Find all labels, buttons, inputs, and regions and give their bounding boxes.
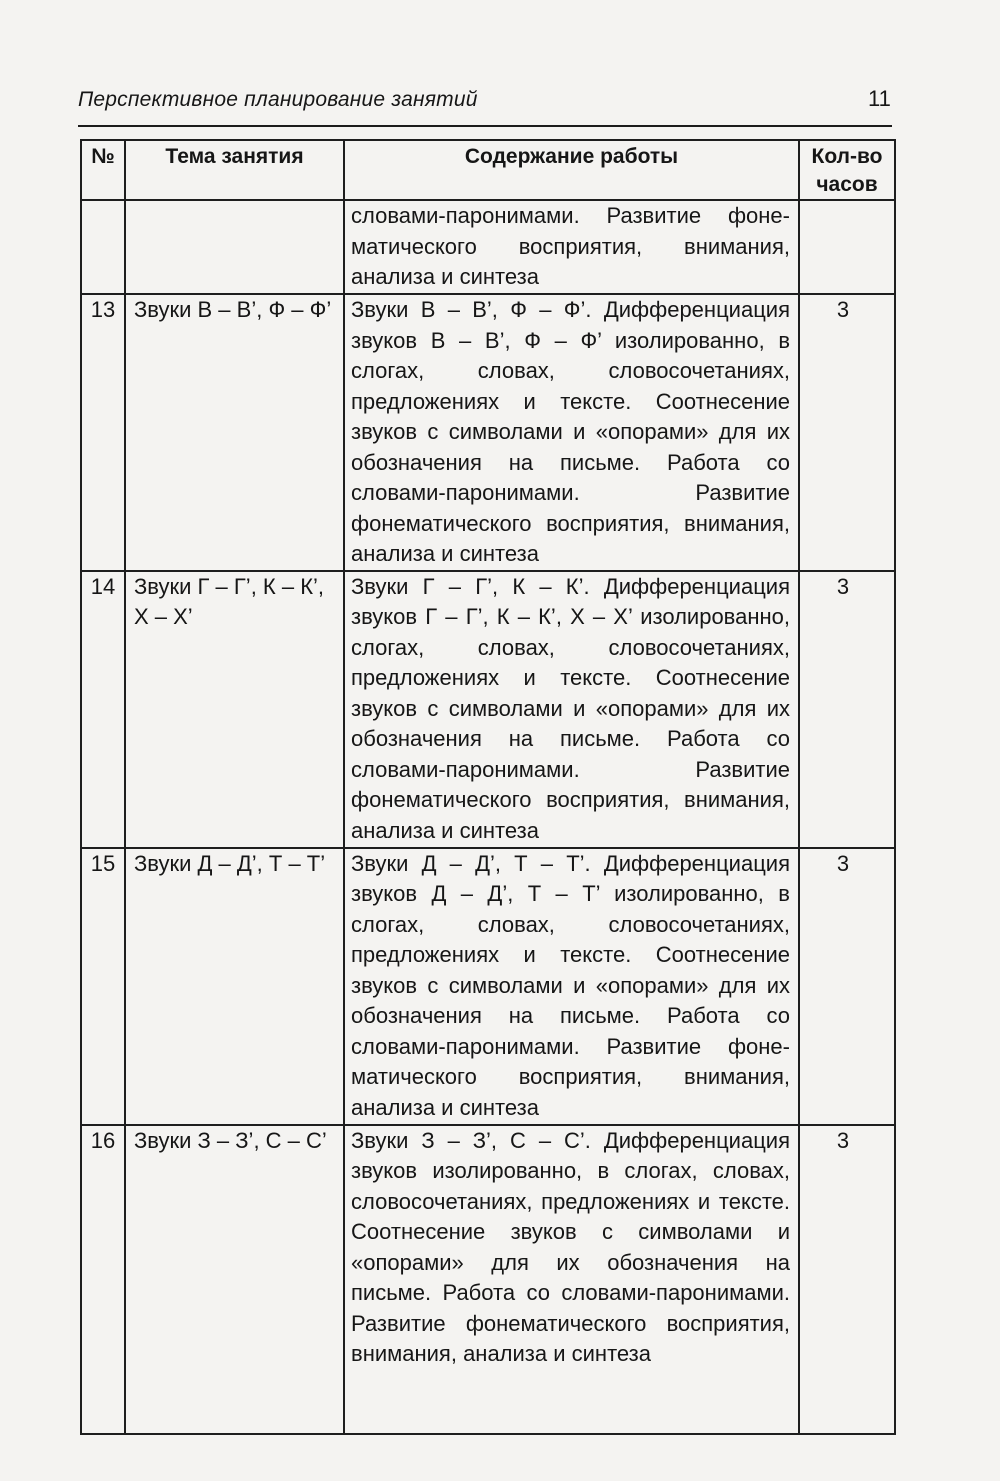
table-row xyxy=(81,294,895,571)
cell-topic: Звуки З – З’, С – С’ xyxy=(125,1125,344,1434)
cell-content: Звуки Г – Г’, К – К’. Дифференциация звуков Г – Г’, К – К’, Х – Х’ изолированно, слогах, словах, словосочетаниях, предложениях и тексте. Соотнесение звуков с символами и «опорами» для их обозначения на письме. Работа со словами-паронимами. Развитие фонематического восприятия, внимания, анализа и синтеза xyxy=(344,571,799,848)
cell-topic: Звуки Г – Г’, К – К’, Х – Х’ xyxy=(125,571,344,848)
cell-hours: 3 xyxy=(799,294,895,571)
table-row-continuation xyxy=(81,200,895,294)
cell-number: 13 xyxy=(81,294,125,571)
table-row xyxy=(81,848,895,1125)
table-row xyxy=(81,1125,895,1434)
cell-topic xyxy=(125,200,344,294)
cell-content: Звуки Д – Д’, Т – Т’. Дифференциация звуков Д – Д’, Т – Т’ изолированно, в слогах, словах, словосочетаниях, предложениях и тексте. Соотнесение звуков с символами и «опорами» для их обозначения на письме. Работа со словами-паронимами. Развитие фонематического восприятия, внимания, анализа и синтеза xyxy=(344,848,799,1125)
cell-hours: 3 xyxy=(799,571,895,848)
cell-number: 15 xyxy=(81,848,125,1125)
cell-topic: Звуки Д – Д’, Т – Т’ xyxy=(125,848,344,1125)
table-row xyxy=(81,571,895,848)
cell-number: 14 xyxy=(81,571,125,848)
cell-number xyxy=(81,200,125,294)
page-number: 11 xyxy=(868,86,891,111)
cell-hours: 3 xyxy=(799,848,895,1125)
header-hours-line1: Кол-во xyxy=(811,145,883,168)
table-header-row xyxy=(81,140,895,200)
lesson-plan-table xyxy=(80,139,896,1435)
cell-topic: Звуки В – В’, Ф – Ф’ xyxy=(125,294,344,571)
cell-content: Звуки В – В’, Ф – Ф’. Дифференциация звуков В – В’, Ф – Ф’ изолированно, в слогах, словах, словосочетаниях, предложениях и тексте. Соотнесение звуков с символами и «опорами» для их обозначения на письме. Работа со словами-паронимами. Развитие фонематического восприятия, внимания, анализа и синтеза xyxy=(344,294,799,571)
cell-hours: 3 xyxy=(799,1125,895,1434)
header-rule xyxy=(78,125,892,127)
header-number: № xyxy=(81,140,125,200)
header-hours-line2: часов xyxy=(816,173,878,196)
header-hours xyxy=(799,140,895,200)
running-head: Перспективное планирование занятий xyxy=(78,88,478,111)
cell-content: Звуки З – З’, С – С’. Дифференциация звуков изолированно, в слогах, словах, словосочетаниях, предложениях и тексте. Соотнесение звуков с символами и «опорами» для их обозначения на письме. Работа со словами-паронимами. Развитие фонематического восприятия, внимания, анализа и синтеза xyxy=(344,1125,799,1434)
header-content: Содержание работы xyxy=(344,140,799,200)
cell-number: 16 xyxy=(81,1125,125,1434)
header-topic: Тема занятия xyxy=(125,140,344,200)
cell-hours xyxy=(799,200,895,294)
cell-content: словами-паронимами. Развитие фонематического восприятия, внимания, анализа и синтеза xyxy=(344,200,799,294)
